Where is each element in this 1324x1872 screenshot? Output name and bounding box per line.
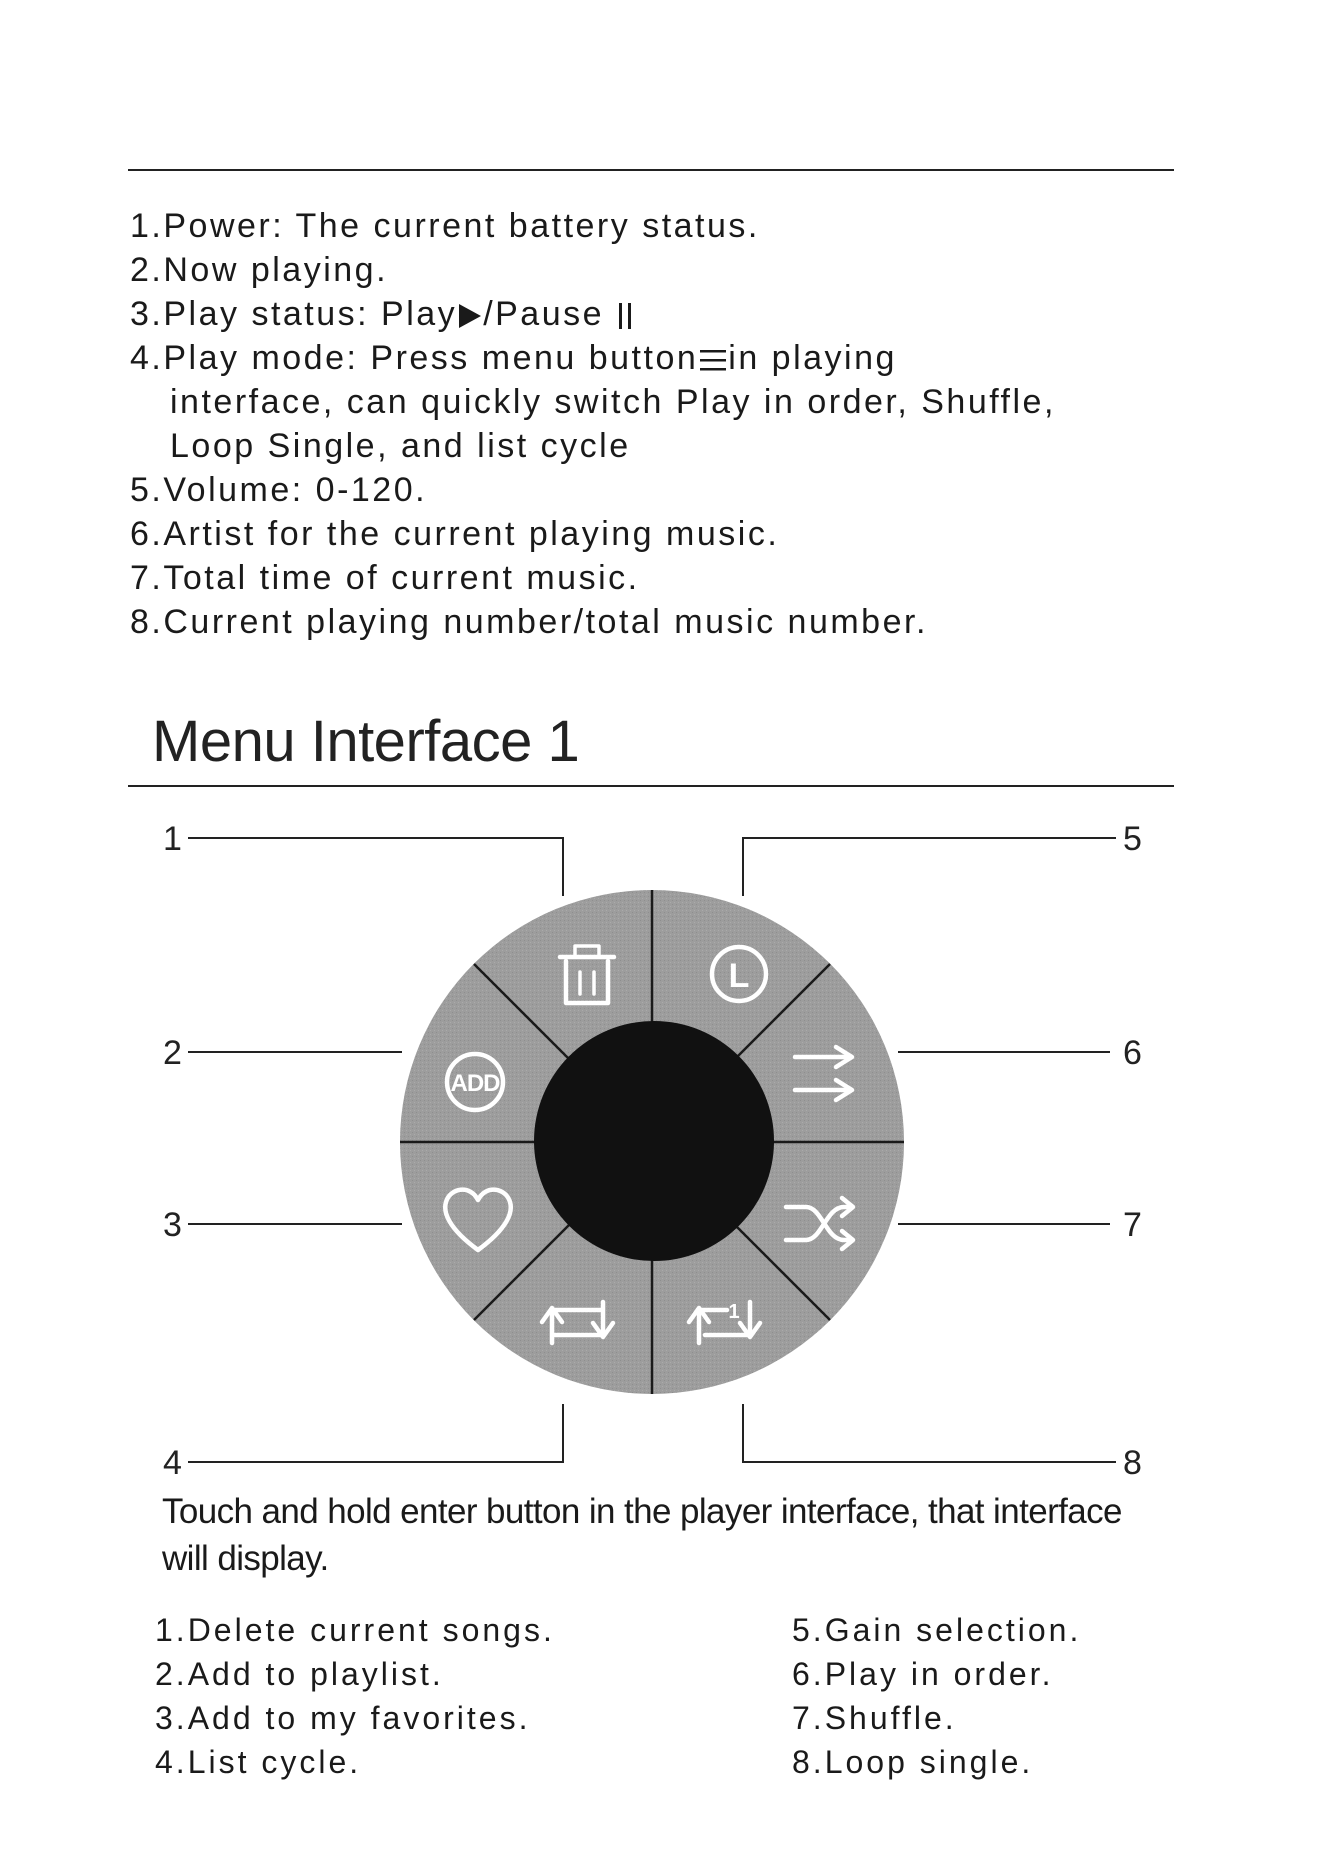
list-item-text: in playing bbox=[728, 339, 897, 377]
gain-label: L bbox=[728, 957, 750, 995]
list-item: 5.Volume: 0-120. bbox=[130, 471, 428, 509]
top-rule bbox=[128, 169, 1174, 171]
callout-number: 8 bbox=[1123, 1444, 1142, 1480]
list-item: 6.Play in order. bbox=[792, 1656, 1054, 1692]
list-item: 7.Shuffle. bbox=[792, 1700, 957, 1736]
section-title: Menu Interface 1 bbox=[152, 709, 580, 774]
list-item bbox=[130, 336, 1056, 380]
list-item: interface, can quickly switch Play in order, Shuffle, bbox=[170, 383, 1056, 421]
callout-line-4 bbox=[188, 1404, 563, 1462]
play-icon bbox=[457, 303, 483, 329]
callout-number: 3 bbox=[163, 1206, 182, 1244]
callout-line-1 bbox=[188, 838, 563, 896]
list-item: 2.Now playing. bbox=[130, 251, 389, 289]
add-label: ADD bbox=[450, 1070, 500, 1097]
menu-list-right bbox=[792, 1608, 1081, 1784]
callout-number: 4 bbox=[163, 1444, 182, 1480]
callout-line-8 bbox=[743, 1404, 1116, 1462]
list-item: 5.Gain selection. bbox=[792, 1612, 1082, 1648]
list-item: 1.Power: The current battery status. bbox=[130, 207, 760, 245]
callout-number: 1 bbox=[163, 820, 182, 858]
list-item: 8.Current playing number/total music number. bbox=[130, 603, 928, 641]
callout-number: 6 bbox=[1123, 1034, 1142, 1072]
list-item: 8.Loop single. bbox=[792, 1744, 1034, 1780]
center-button[interactable] bbox=[534, 1021, 774, 1261]
menu-icon bbox=[698, 346, 728, 374]
list-item: 3.Add to my favorites. bbox=[155, 1700, 531, 1736]
list-item bbox=[130, 292, 1056, 336]
loop-single-digits: 1 bbox=[728, 1301, 740, 1323]
callout-number: 5 bbox=[1123, 820, 1142, 858]
list-item: 1.Delete current songs. bbox=[155, 1612, 555, 1648]
callout-number: 2 bbox=[163, 1034, 182, 1072]
list-item: 4.List cycle. bbox=[155, 1744, 362, 1780]
list-item-text: 3.Play status: Play bbox=[130, 295, 458, 333]
list-item: Loop Single, and list cycle bbox=[170, 427, 631, 465]
menu-wheel-diagram bbox=[0, 800, 1324, 1480]
callout-line-5 bbox=[743, 838, 1116, 896]
info-list bbox=[130, 204, 1056, 644]
list-item: 7.Total time of current music. bbox=[130, 559, 640, 597]
list-item: 2.Add to playlist. bbox=[155, 1656, 444, 1692]
list-item-text: 4.Play mode: Press menu button bbox=[130, 339, 699, 377]
caption: Touch and hold enter button in the player interface, that interface will display. bbox=[162, 1492, 1122, 1578]
list-item: 6.Artist for the current playing music. bbox=[130, 515, 780, 553]
section-rule bbox=[128, 785, 1174, 787]
list-item-text: /Pause bbox=[483, 295, 616, 333]
pause-icon bbox=[616, 301, 634, 331]
callout-number: 7 bbox=[1123, 1206, 1142, 1244]
menu-list-left bbox=[155, 1608, 555, 1784]
